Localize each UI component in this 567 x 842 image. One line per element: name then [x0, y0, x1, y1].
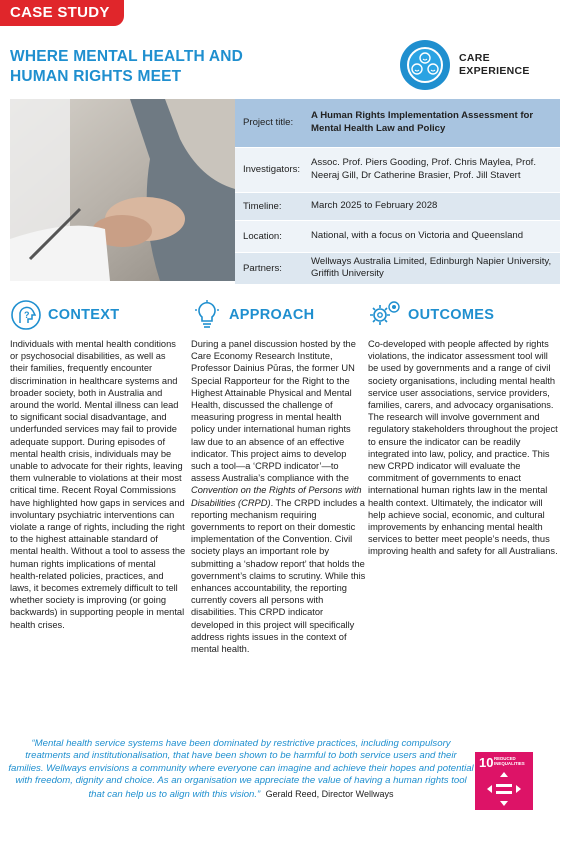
- badge-line-2: EXPERIENCE: [459, 65, 530, 77]
- location-label: Location:: [235, 220, 307, 252]
- investigators-row: [235, 147, 560, 192]
- project-title-value: A Human Rights Implementation Assessment for Mental Health Law and Policy: [307, 99, 560, 147]
- project-info-table: [235, 99, 560, 285]
- context-body: Individuals with mental health conditions or psychosocial disabilities, as well as their families, frequently encounter discrimination in healthcare systems and broader society, both in Australia and around the world. Mental illness can lead to significant social disadvantage, and underfunded services may fail to provide adequate support. During episodes of mental health crisis, individuals may be unable to advocate for their rights, leaving them vulnerable to violations at their most critical time. Recent Royal Commissions have highlighted how gaps in services and involuntary psychiatric interventions can violate a range of rights, including the right to the highest attainable standard of mental health. Without a tool to assess the human rights implications of mental health-related policies, practices, and laws, it becomes extremely difficult to tell whether society is improving (or going backwards) in supporting people in mental health crises.: [10, 339, 186, 630]
- equals-arrows-icon: [485, 770, 523, 808]
- location-value: National, with a focus on Victoria and Queensland: [307, 220, 560, 252]
- timeline-row: [235, 192, 560, 220]
- testimonial-quote: [8, 738, 474, 801]
- approach-body-end: . The CRPD includes a reporting mechanism requiring governments to report on their domestic implementation of the Convention. Civil society plays an important role by submitting a ‘shadow report’ that holds the government’s claims to scrutiny. While this enhances accountability, the reporting currently covers all persons with disabilities. This CRPD indicator developed in this project will specifically address rights issues in the context of mental health.: [191, 497, 366, 655]
- head-question-icon: [10, 299, 42, 331]
- project-title-row: [235, 99, 560, 147]
- lightbulb-icon: [191, 299, 223, 331]
- approach-body: [191, 338, 367, 655]
- timeline-label: Timeline:: [235, 192, 307, 220]
- approach-column: [191, 298, 367, 655]
- sdg-10-badge: [475, 752, 533, 810]
- svg-text:?: ?: [24, 310, 30, 320]
- project-title-label: Project title:: [235, 99, 307, 147]
- context-heading: CONTEXT: [48, 307, 120, 323]
- title-line-1: WHERE MENTAL HEALTH AND: [10, 48, 244, 65]
- timeline-value: March 2025 to February 2028: [307, 192, 560, 220]
- outcomes-header: [368, 298, 558, 332]
- outcomes-heading: OUTCOMES: [408, 307, 495, 323]
- case-study-tag: CASE STUDY: [0, 0, 124, 26]
- quote-attribution: Gerald Reed, Director Wellways: [265, 788, 394, 799]
- investigators-value: Assoc. Prof. Piers Gooding, Prof. Chris Maylea, Prof. Neeraj Gill, Dr Catherine Brasier, Prof. Jill Stavert: [307, 147, 560, 192]
- title-line-2: HUMAN RIGHTS MEET: [10, 68, 182, 85]
- approach-body-convention: Convention on the Rights of Persons with Disabilities (CRPD): [191, 485, 362, 508]
- badge-line-1: CARE: [459, 52, 490, 64]
- quote-text: “Mental health service systems have been dominated by restrictive practices, including compulsory treatments and institutionalisation, that have been shown to be harmful to both service users and their families. Wellways envisions a community where everyone can imagine and achieve their hopes and potential with freedom, dignity and choice. As an organisation we appreciate the value of having a human rights tool that can help us to align with this vision.”: [8, 738, 474, 800]
- investigators-label: Investigators:: [235, 147, 307, 192]
- location-row: [235, 220, 560, 252]
- approach-header: [191, 298, 367, 332]
- approach-body-start: During a panel discussion hosted by the Care Economy Research Institute, Professor Dainius Pūras, the former UN Special Rapporteur for the Right to the Highest Attainable Physical and Mental Health, discussed the challenge of measuring progress in mental health policy under international human rights law due to an absence of an effective indicator. This project aims to develop such a tool—a ‘CRPD indicator’—to assess Australia’s compliance with the: [191, 339, 356, 484]
- sdg-label: REDUCED INEQUALITIES: [494, 756, 525, 767]
- outcomes-body: Co-developed with people affected by rights violations, the indicator assessment tool will be used by governments and a range of civil society organisations, including mental health service user associations, service providers, families, carers, and advocacy organisations. The research will involve government and regulatory stakeholders throughout the project to ensure the indicator can be readily integrated into law, policy, and practice. This new CRPD indicator will evaluate the commitment of governments to enact international human rights law in the mental health context. Ultimately, the indicator will help achieve social, economic, and cultural improvements by enhancing mental health services to better meet people’s needs, thus improving health and safety for all Australians.: [368, 339, 558, 557]
- outcomes-column: [368, 298, 558, 558]
- hands-photo: [10, 99, 235, 281]
- partners-row: [235, 252, 560, 284]
- page-title: [10, 47, 310, 87]
- approach-heading: APPROACH: [229, 307, 315, 323]
- sdg-number: 10: [479, 755, 494, 770]
- care-faces-icon: [400, 40, 450, 90]
- context-column: [10, 298, 186, 631]
- partners-value: Wellways Australia Limited, Edinburgh Napier University, Griffith University: [307, 252, 560, 284]
- care-experience-badge: [400, 40, 530, 90]
- gears-target-icon: [368, 299, 402, 331]
- partners-label: Partners:: [235, 252, 307, 284]
- context-header: [10, 298, 186, 332]
